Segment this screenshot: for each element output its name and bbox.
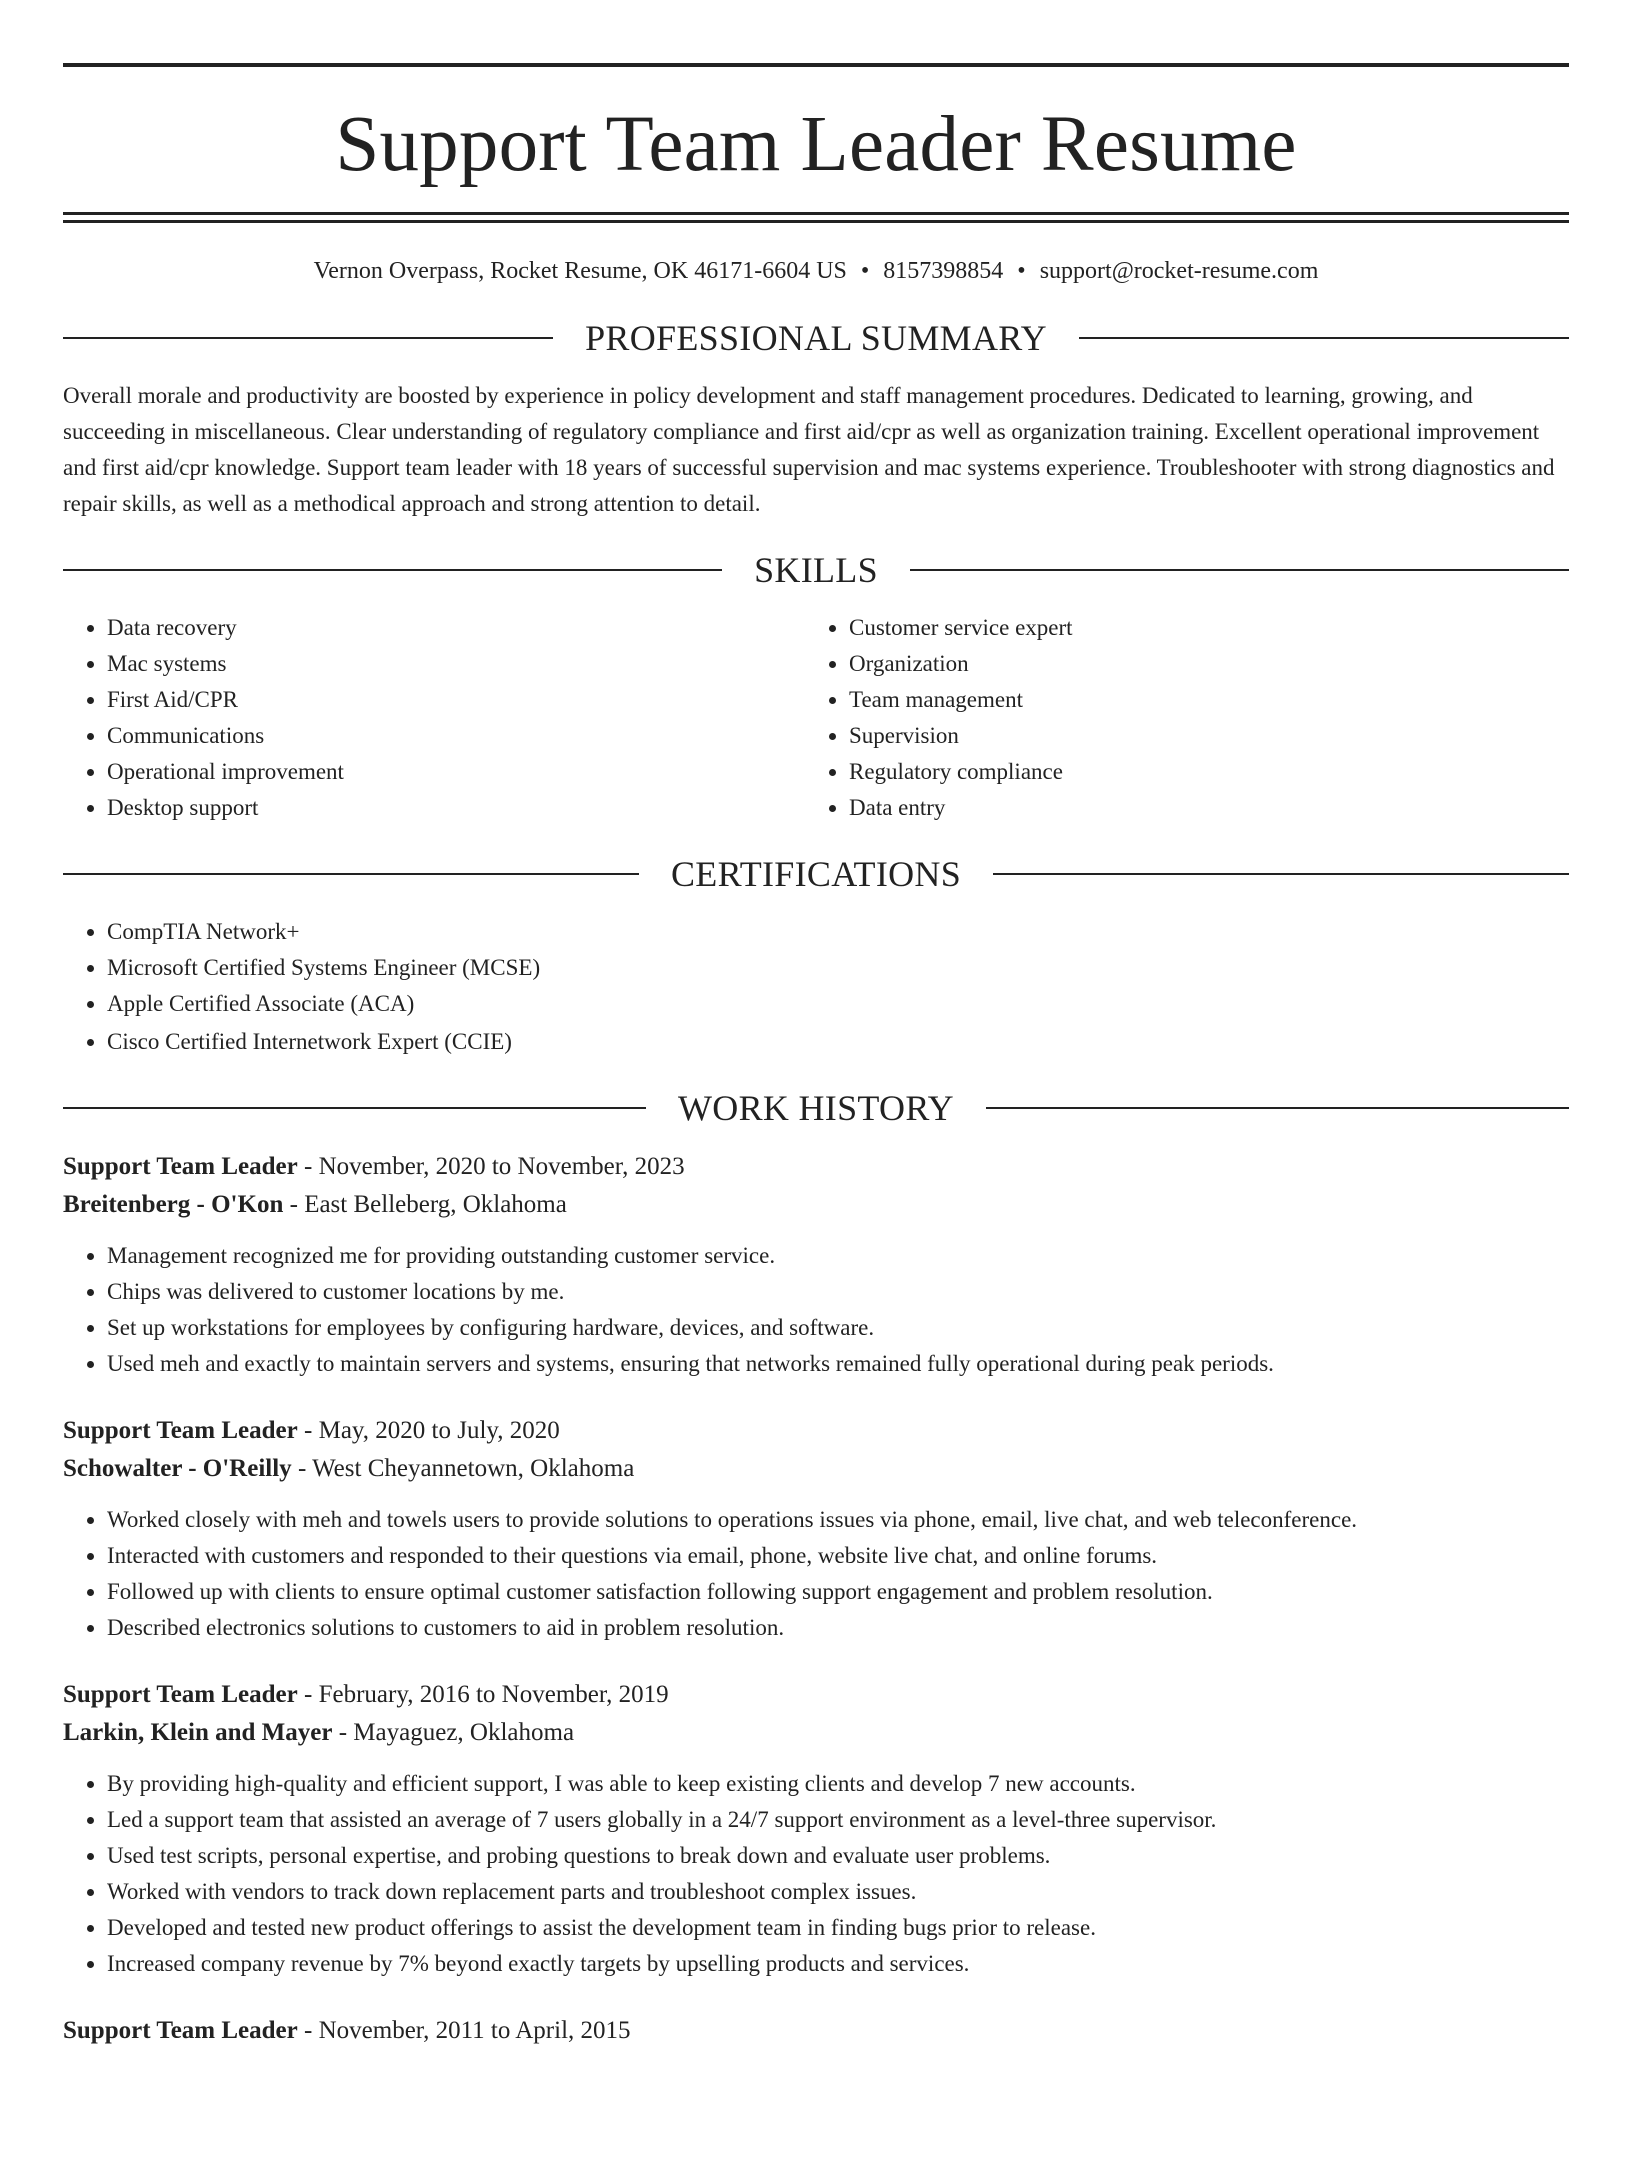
section-heading-work-history: [63, 1087, 1569, 1128]
dash: -: [289, 1190, 298, 1218]
skills-column-right: [805, 610, 1547, 826]
certification-item: • Microsoft Certified Systems Engineer (MCSE): [107, 950, 1569, 986]
job-title-line: [63, 1412, 1569, 1450]
job-bullet: • Led a support team that assisted an average of 7 users globally in a 24/7 support environment as a level-three supervisor.: [107, 1802, 1569, 1838]
dash: -: [297, 1454, 307, 1482]
job-dates: November, 2020 to November, 2023: [318, 1152, 685, 1180]
contact-address: Vernon Overpass, Rocket Resume, OK 46171-6604 US: [313, 258, 847, 284]
section-heading-certifications: [63, 853, 1569, 894]
job-location: Mayaguez, Oklahoma: [353, 1718, 575, 1746]
job-company-line: [63, 1714, 1569, 1752]
job-bullet: • Interacted with customers and responded to their questions via email, phone, website live chat, and online forums.: [107, 1538, 1569, 1574]
job-entry: [63, 1412, 1569, 1646]
section-title: SKILLS: [754, 549, 878, 590]
skills-list: [63, 610, 1569, 826]
dash: -: [304, 2016, 313, 2044]
section-title: PROFESSIONAL SUMMARY: [585, 317, 1047, 358]
job-company-line: [63, 1186, 1569, 1224]
skill-item: • Communications: [107, 718, 805, 754]
section-title: CERTIFICATIONS: [670, 853, 962, 894]
contact-line: [63, 257, 1569, 286]
job-title: Support Team Leader: [63, 1152, 298, 1180]
summary-text: Overall morale and productivity are boosted by experience in policy development and staff management procedures. Dedicated to learning, growing, and succeeding in miscellaneous. Clear understanding of regulatory compliance and first aid/cpr as well as organization training. Excellent operational improvement and first aid/cpr knowledge. Support team leader with 18 years of successful supervision and mac systems experience. Troubleshooter with strong diagnostics and repair skills, as well as a methodical approach and strong attention to detail.: [63, 382, 1555, 516]
heading-rule-left: [63, 1107, 646, 1109]
contact-separator: •: [860, 258, 870, 284]
skill-item: • First Aid/CPR: [107, 682, 805, 718]
certification-item: • Apple Certified Associate (ACA): [107, 986, 1569, 1022]
job-bullet: • Worked closely with meh and towels users to provide solutions to operations issues via phone, email, live chat, and web teleconference.: [107, 1502, 1569, 1538]
contact-phone: 8157398854: [883, 258, 1004, 284]
job-bullet: • Followed up with clients to ensure optimal customer satisfaction following support engagement and problem resolution.: [107, 1574, 1569, 1610]
skill-item: • Mac systems: [107, 646, 805, 682]
skill-item: • Data entry: [849, 790, 1547, 826]
skill-item: • Regulatory compliance: [849, 754, 1547, 790]
contact-separator: •: [1017, 258, 1026, 284]
job-title: Support Team Leader: [63, 1680, 298, 1708]
job-location: East Belleberg, Oklahoma: [304, 1190, 567, 1218]
job-title: Support Team Leader: [63, 2016, 298, 2044]
job-title-line: [63, 2012, 1569, 2050]
job-bullet: • Used meh and exactly to maintain servers and systems, ensuring that networks remained fully operational during peak periods.: [107, 1346, 1569, 1382]
skill-item: • Operational improvement: [107, 754, 805, 790]
job-dates: February, 2016 to November, 2019: [318, 1680, 669, 1708]
job-company: Larkin, Klein and Mayer: [63, 1718, 333, 1746]
dash: -: [338, 1718, 348, 1746]
job-location: West Cheyannetown, Oklahoma: [312, 1454, 635, 1482]
top-rule: [63, 63, 1569, 67]
certification-item: • CompTIA Network+: [107, 914, 1569, 950]
skill-item: • Data recovery: [107, 610, 805, 646]
skill-item: • Organization: [849, 646, 1547, 682]
job-bullet: • Chips was delivered to customer locations by me.: [107, 1274, 1569, 1310]
dash: -: [304, 1416, 313, 1444]
certification-item: • Cisco Certified Internetwork Expert (CCIE): [107, 1024, 1569, 1060]
job-title-line: [63, 1148, 1569, 1186]
page-title: Support Team Leader Resume: [335, 101, 1297, 188]
title-double-rule: [63, 212, 1569, 223]
heading-rule-left: [63, 337, 553, 339]
section-heading-summary: [63, 317, 1569, 358]
job-bullet: • Developed and tested new product offerings to assist the development team in finding bugs prior to release.: [107, 1910, 1569, 1946]
job-dates: May, 2020 to July, 2020: [318, 1416, 560, 1444]
heading-rule-right: [1079, 337, 1569, 339]
job-bullet: • Described electronics solutions to customers to aid in problem resolution.: [107, 1610, 1569, 1646]
job-company-line: [63, 1450, 1569, 1488]
heading-rule-right: [910, 569, 1569, 571]
job-company: Breitenberg - O'Kon: [63, 1190, 284, 1218]
heading-rule-left: [63, 569, 722, 571]
job-bullet: • Set up workstations for employees by configuring hardware, devices, and software.: [107, 1310, 1569, 1346]
certifications-list: [63, 914, 1569, 1060]
dash: -: [304, 1680, 313, 1708]
skills-column-left: [63, 610, 805, 826]
section-heading-skills: [63, 549, 1569, 590]
heading-rule-left: [63, 873, 639, 875]
job-entry: [63, 2012, 1569, 2050]
job-company: Schowalter - O'Reilly: [63, 1454, 292, 1482]
contact-email: support@rocket-resume.com: [1039, 258, 1319, 284]
job-bullet: • Increased company revenue by 7% beyond exactly targets by upselling products and services.: [107, 1946, 1569, 1982]
job-title-line: [63, 1676, 1569, 1714]
job-bullet: • Used test scripts, personal expertise, and probing questions to break down and evaluate user problems.: [107, 1838, 1569, 1874]
dash: -: [304, 1152, 313, 1180]
job-bullet: • Management recognized me for providing outstanding customer service.: [107, 1238, 1569, 1274]
job-title: Support Team Leader: [63, 1416, 298, 1444]
skill-item: • Team management: [849, 682, 1547, 718]
job-bullet: • Worked with vendors to track down replacement parts and troubleshoot complex issues.: [107, 1874, 1569, 1910]
skill-item: • Customer service expert: [849, 610, 1547, 646]
skill-item: • Supervision: [849, 718, 1547, 754]
job-bullet: • By providing high-quality and efficient support, I was able to keep existing clients and develop 7 new accounts.: [107, 1766, 1569, 1802]
job-entry: [63, 1148, 1569, 1382]
heading-rule-right: [986, 1107, 1569, 1109]
job-entry: [63, 1676, 1569, 1982]
heading-rule-right: [993, 873, 1569, 875]
job-dates: November, 2011 to April, 2015: [318, 2016, 631, 2044]
section-title: WORK HISTORY: [678, 1087, 954, 1128]
resume-page: [0, 63, 1632, 2175]
skill-item: • Desktop support: [107, 790, 805, 826]
